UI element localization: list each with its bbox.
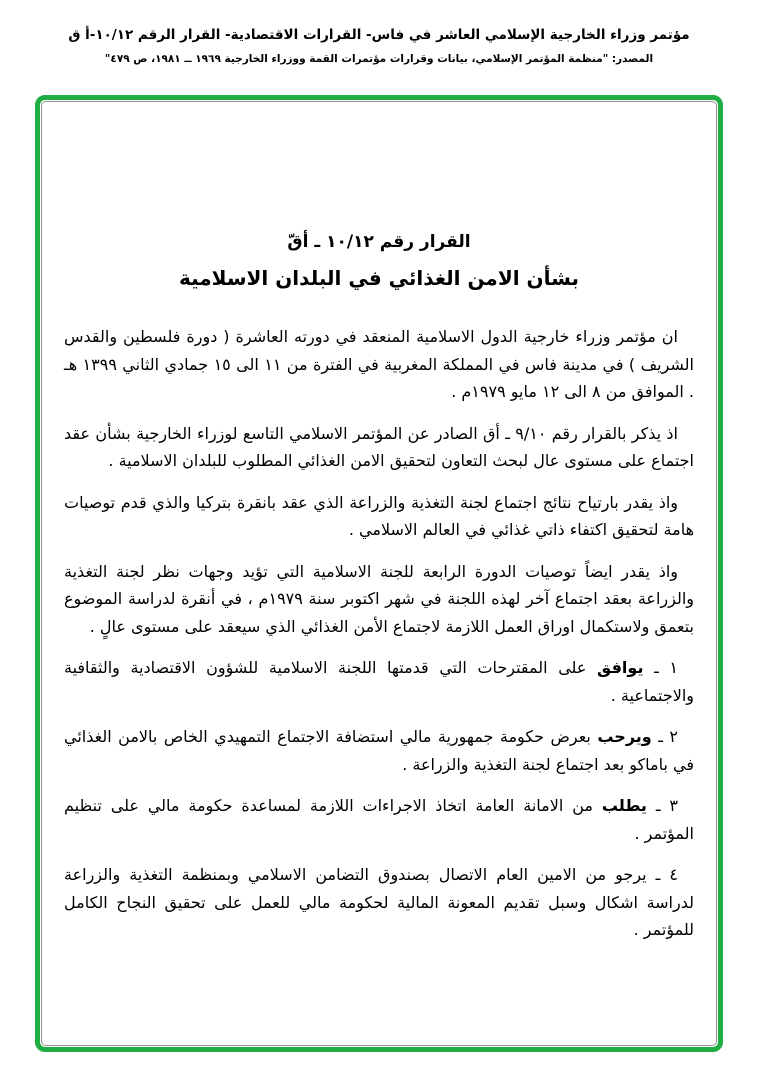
item-number: ١ ـ (654, 658, 678, 677)
green-border-frame (35, 95, 723, 1052)
item-number: ٤ ـ (655, 865, 678, 884)
item-text: على المقترحات التي قدمتها اللجنة الاسلامية للشؤون الاقتصادية والثقافية والاجتماعية . (64, 658, 694, 705)
item-verb: ويرحب (597, 727, 652, 746)
operative-item (64, 861, 694, 944)
operative-item (64, 723, 694, 778)
item-number: ٣ ـ (655, 796, 678, 815)
preamble-paragraph: واذ يقدر ايضاً توصيات الدورة الرابعة للجنة الاسلامية التي تؤيد وجهات نظر لجنة التغذية والزراعة بعقد اجتماع آخر لهذه اللجنة في شهر اكتوبر سنة ١٩٧٩م ، في أنقرة لدراسة الموضوع بتعمق ولاستكمال اوراق العمل اللازمة لاجتماع الأمن الغذائي الذي سيعقد على مستوى عالٍ . (64, 561, 694, 636)
item-text: من الامانة العامة اتخاذ الاجراءات اللازمة لمساعدة حكومة مالي على تنظيم المؤتمر . (64, 796, 694, 843)
preamble-paragraph: واذ يقدر بارتياح نتائج اجتماع لجنة التغذية والزراعة الذي عقد بانقرة بتركيا والذي قدم توصيات هامة لتحقيق اكتفاء ذاتي غذائي في العالم الاسلامي . (64, 492, 694, 539)
operative-item (64, 792, 694, 847)
item-verb: يطلب (601, 796, 647, 815)
header-conference-line: مؤتمر وزراء الخارجية الإسلامي العاشر في فاس- القرارات الاقتصادية- القرار الرقم ١٠/١٢-أ ق (68, 27, 690, 43)
operative-items (64, 654, 694, 944)
item-text: من الامين العام الاتصال بصندوق التضامن الاسلامي وبمنظمة التغذية والزراعة لدراسة اشكال وسبل تقديم المعونة المالية لحكومة مالي للعمل على تحقيق النجاح الكامل للمؤتمر . (64, 865, 694, 939)
item-verb: يرجو (615, 865, 647, 884)
preamble-paragraph: اذ يذكر بالقرار رقم ٩/١٠ ـ أق الصادر عن المؤتمر الاسلامي التاسع لوزراء الخارجية بشأن عقد اجتماع على مستوى عال لبحث التعاون لتحقيق الامن الغذائي المطلوب للبلدان الاسلامية . (64, 423, 694, 470)
resolution-body (64, 323, 694, 944)
header-source-line: المصدر: "منظمة المؤتمر الإسلامي، بيانات وقرارات مؤتمرات القمة ووزراء الخارجية ١٩٦٩ ــ ١٩٨١، ص ٤٧٩" (104, 52, 654, 65)
item-number: ٢ ـ (658, 727, 678, 746)
item-verb: يوافق (597, 658, 644, 677)
frame-content (40, 100, 718, 1047)
operative-item (64, 654, 694, 709)
resolution-subject-title: بشأن الامن الغذائي في البلدان الاسلامية (179, 266, 579, 290)
item-text: بعرض حكومة جمهورية مالي استضافة الاجتماع التمهيدي الخاص بالامن الغذائي في باماكو بعد اجتماع لجنة التغذية والزراعة . (64, 727, 694, 774)
resolution-number-title: القرار رقم ١٠/١٢ ـ أقّ (287, 232, 471, 252)
preamble-paragraph: ان مؤتمر وزراء خارجية الدول الاسلامية المنعقد في دورته العاشرة ( دورة فلسطين والقدس الشريف ) في مدينة فاس في المملكة المغربية في الفترة من ١١ الى ١٥ جمادي الثاني ١٣٩٩ هـ . الموافق من ٨ الى ١٢ مايو ١٩٧٩م . (64, 327, 695, 401)
document-header (0, 0, 758, 67)
